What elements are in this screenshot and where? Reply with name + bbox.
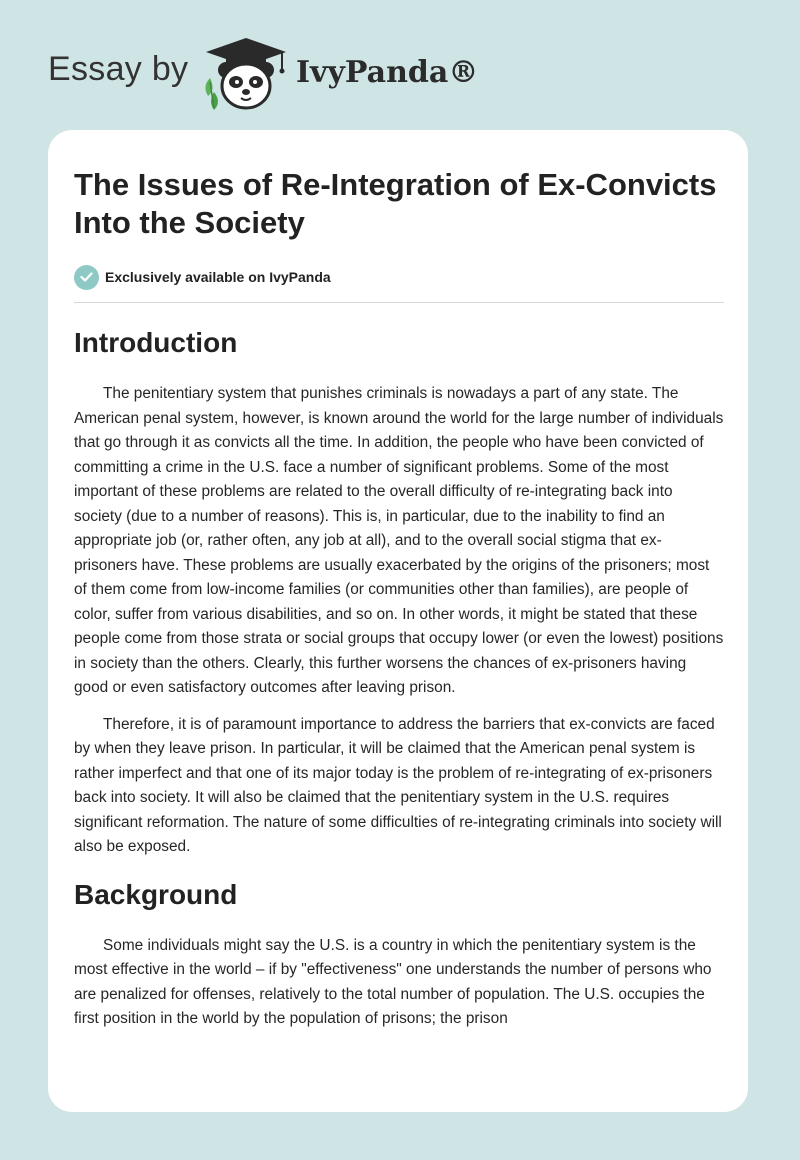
paragraph: Some individuals might say the U.S. is a country in which the penitentiary system is the most effective in the world – if by "effectiveness" one understands the number of persons who are penalized for offenses, relatively to the total number of population. The U.S. occupies the first position in the world by the population of prisons; the prison bbox=[74, 936, 712, 1027]
site-header bbox=[0, 0, 800, 130]
paragraph: The penitentiary system that punishes criminals is nowadays a part of any state. The American penal system, however, is known around the world for the large number of individuals that go through it as convicts all the time. In addition, the people who have been convicted of committing a crime in the U.S. face a number of significant problems. Some of the most important of these problems are related to the overall difficulty of re-integrating back into society (due to a number of reasons). This is, in particular, due to the inability to find an appropriate job (or, rather often, any job at all), and to the overall social stigma that ex-prisoners have. These problems are usually exacerbated by the origins of the prisoners; most of them come from low-income families (or communities other than families), are people of color, suffer from various disabilities, and so on. In other words, it might be stated that these people come from those strata or social groups that occupy lower (or even the lowest) positions in society than the others. Clearly, this further worsens the chances of ex-prisoners having good or even satisfactory outcomes after leaving prison. bbox=[74, 385, 724, 696]
ivypanda-brand-name[interactable]: IvyPanda® bbox=[296, 55, 479, 90]
exclusive-badge-text: Exclusively available on IvyPanda bbox=[105, 269, 331, 285]
essay-by-label: Essay by bbox=[48, 50, 189, 88]
essay-content bbox=[74, 166, 724, 1032]
check-circle-icon bbox=[74, 265, 99, 290]
section-heading-introduction: Introduction bbox=[74, 327, 238, 358]
section-heading-background: Background bbox=[74, 878, 238, 910]
paragraph: Therefore, it is of paramount importance to address the barriers that ex-convicts are faced by when they leave prison. In particular, it will be claimed that the American penal system is rather imperfect and that one of its major today is the problem of re-integrating of ex-prisoners back into society. It will also be claimed that the penitentiary system in the U.S. requires significant reformation. The nature of some difficulties of re-integrating criminals into society will also be exposed. bbox=[74, 715, 722, 855]
essay-card bbox=[48, 130, 748, 1112]
panda-graduate-logo-icon[interactable] bbox=[198, 34, 294, 112]
exclusive-badge bbox=[74, 264, 724, 290]
essay-title: The Issues of Re-Integration of Ex-Convicts Into the Society bbox=[74, 167, 717, 240]
divider bbox=[74, 302, 724, 303]
